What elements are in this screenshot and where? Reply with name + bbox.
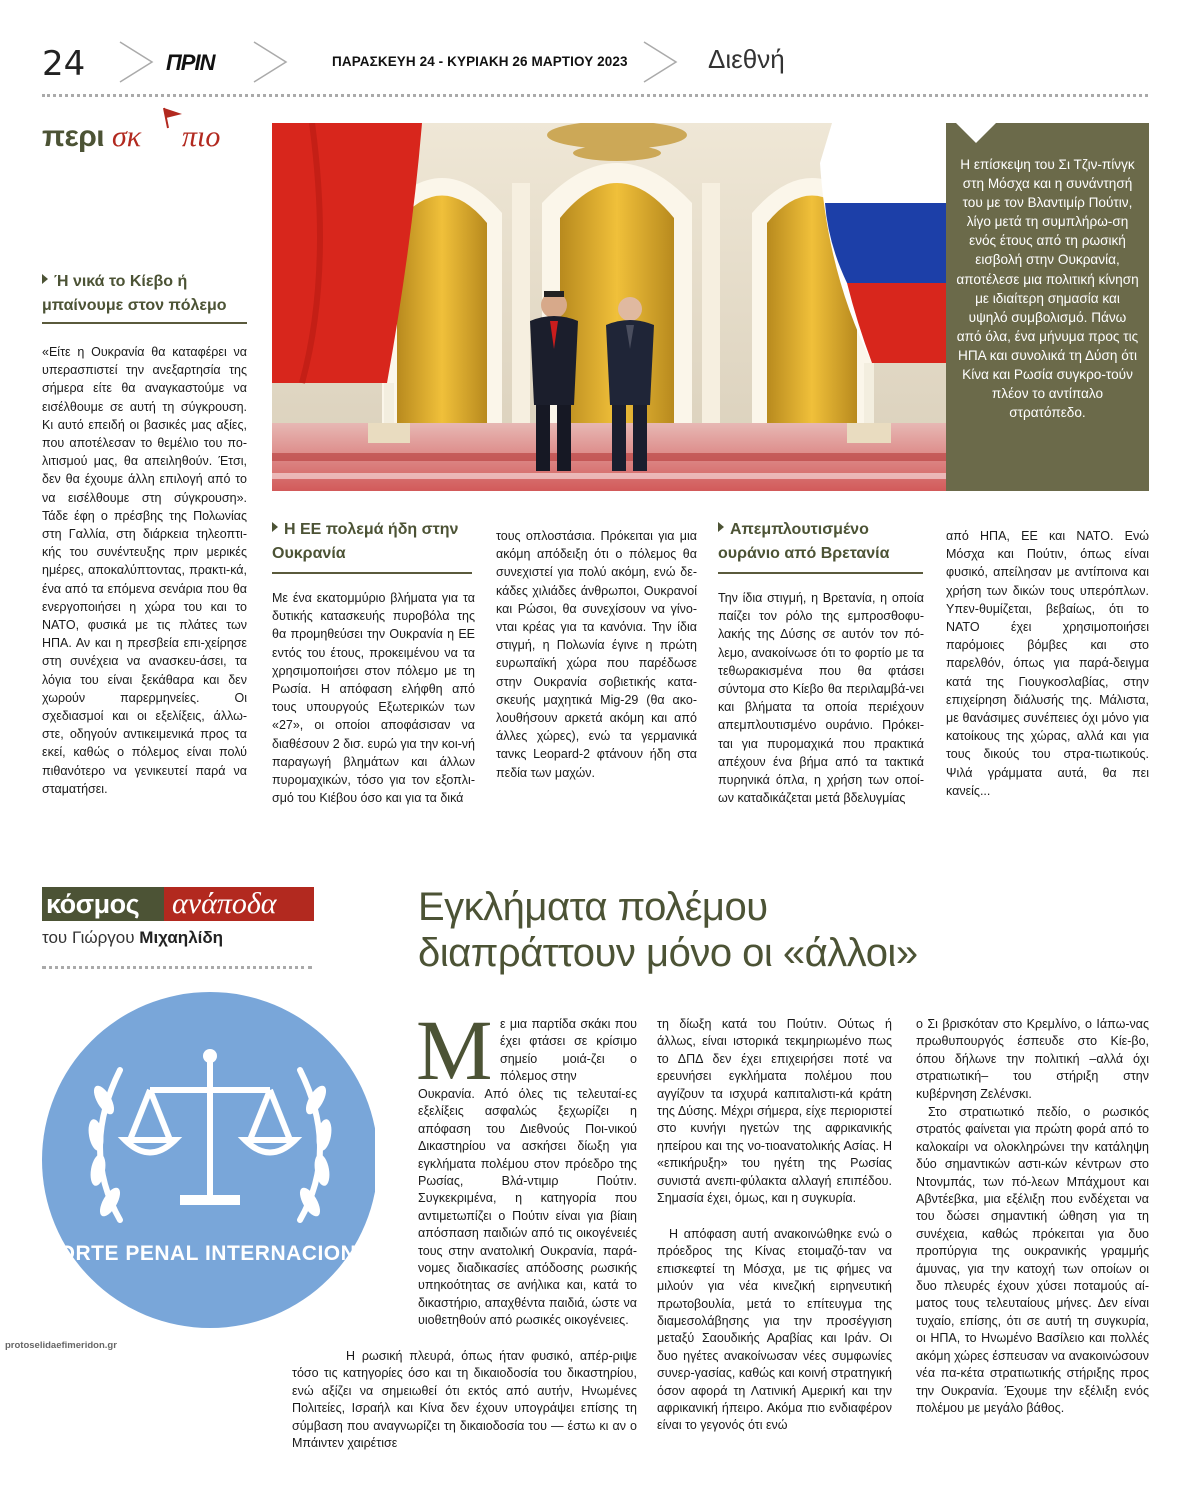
article-2-body-col2: τους οπλοστάσια. Πρόκειται για μια ακόμη απόδειξη ότι ο πόλεμος θα συνεχιστεί για πολύ ακόμη, ενώ δε-κάδες χιλιάδες άνθρωποι, Ουκρανοί και Ρώσοι, θα συνεχίσουν να γίνο-νται κρέας για τα κανόνια. Την ίδια στιγμή, η Πολωνία έγινε η πρώτη ευρωπαϊκή χώρα που παρέδωσε στην Ουκρανία σοβιετικής κατα-σκευής μαχητικά Mig-29 (θα ακο-λουθήσουν αρκετά ακόμη και από άλλες χώρες), ενώ τα γερμανικά τανκς Leopard-2 φτάνουν ήδη στα πεδία των μαχών. [496,529,697,780]
column-title-line-2: διαπράττουν μόνο οι «άλλοι» [418,931,918,975]
author-name: Μιχαηλίδη [139,928,224,947]
article-1-body: «Είτε η Ουκρανία θα καταφέρει να υπερασπιστεί την ανεξαρτησία της σήμερα είτε θα αναγκαστούμε να εισέλθουμε σε αυτή τη σύγκρουση. Κι αυτό επειδή οι βασικές μας αξίες, που αποτέλεσαν το θεμέλιο του πο-λιτισμού μας, θα απειληθούν. Έτσι, δεν θα έχουμε άλλη επιλογή από το να εισέλθουμε στη σύγκρουση». Τάδε έφη ο πρέσβης της Πολωνίας στη Γαλλία, στη διάρκεια τηλεοπτι-κής του συνέντευξης πριν μερικές ημέρες, αποκαλύπτοντας, πρακτι-κά, ένα από τα επόμενα σενάρια που θα ενεργοποιήσει η χώρα του και το ΝΑΤΟ, φυσικά με τις πλάτες των ΗΠΑ. Αν και η πρεσβεία επι-χείρησε στη συνέχεια να ανασκευ-άσει, τα λόγια του είναι ξεκάθαρα και δεν χωρούν παρερμηνείες. Οι σχεδιασμοί και οι εξελίξεις, άλλω-στε, οδηγούν αντικειμενικά προς τα εκεί, καθώς ο πόλεμος είναι πολύ πιθανότερο να γενικευτεί παρά να σταματήσει. [42,345,247,796]
column-text-3-p1: ο Σι βρισκόταν στο Κρεμλίνο, ο Ιάπω-νας πρωθυπουργός έσπευδε στο Κίε-βο, όπου δήλωνε την πολιτική –αλλά όχι στρατιωτική– του στήριξη στην κυβέρνηση Ζελένσκι. [916,1017,1149,1101]
article-2-body-col1: Με ένα εκατομμύριο βλήματα για τα δυτικής κατασκευής πυροβόλα της θα προμηθεύσει την Ουκρανία η ΕΕ εντός του έτους, προκειμένου να τα χρησιμοποιήσει στον πόλεμο με τη Ρωσία. Η απόφαση ελήφθη από τους υπουργούς Εξωτερικών των «27», οι οποίοι αποφάσισαν να διαθέσουν 2 δισ. ευρώ για την κοι-νή παραγωγή βλημάτων και άλλων πυρομαχικών, τόσο για τον εξοπλι-σμό του Κιέβου όσο και για τα δικά [272,591,475,806]
column-text-1-lead: ε μια παρτίδα σκάκι που έχει φτάσει σε κρίσιμο σημείο μοιά-ζει ο πόλεμος στην [500,1017,637,1084]
periskopio-brand [42,106,242,166]
brand-part-3: πιο [182,120,221,153]
periscope-flag-icon [158,106,184,130]
brand-part-1: περι [42,120,105,153]
arrow-right-icon [42,274,48,284]
chevron-right-icon [116,40,156,84]
column-title-line-1: Εγκλήματα πολέμου [418,885,768,929]
drop-cap: Μ [416,1002,493,1098]
heading-rule [42,322,247,324]
column-brand-right: ανάποδα [164,887,314,921]
section-name: Διεθνή [708,44,785,74]
column-text-2-p2: Η απόφαση αυτή ανακοινώθηκε ενώ ο πρόεδρος της Κίνας ετοιμαζό-ταν να επισκεφτεί τη Μόσχα, με τις φήμες να μιλούν για νέα κινεζική ειρηνευτική πρωτοβουλία, μετά το επίτευγμα της διαμεσολάβησης για την προσέγγιση μεταξύ Σαουδικής Αραβίας και Ιράν. Οι δυο ηγέτες ανακοίνωσαν νέες συμφωνίες συνερ-γασίας, καθώς και κοινή στρατηγική όσον αφορά τη Λατινική Αμερική και την αφρικανική ήπειρο. Ακόμα πιο ενδιαφέρον είναι το γεγονός ότι ενώ [657,1227,892,1433]
column-text-1 [418,1086,637,1330]
photo-caption-box [946,123,1149,491]
heading-rule [718,572,923,574]
brand-part-2: σκ [112,120,142,153]
page-header [0,0,1191,100]
column-title [418,884,918,976]
page-number: 24 [42,44,86,84]
arrow-right-icon [272,522,278,532]
chevron-right-icon [250,40,290,84]
column-brand [42,887,314,921]
source-watermark: protoselidaefimeridon.gr [5,1340,117,1351]
article-3-heading: Απεμπλουτισμένο ουράνιο από Βρετανία [718,521,890,562]
article-2-heading: Η ΕΕ πολεμά ήδη στην Ουκρανία [272,521,459,562]
column-text-3-p2: Στο στρατιωτικό πεδίο, ο ρωσικός στρατός φαίνεται για πρώτη φορά από το καλοκαίρι να ολοκληρώνει την κατάληψη δύο σημαντικών αστι-κών κέντρων στο Ντονμπάς, των πό-λεων Μπάχμουτ και Αβντέεβκα, μια εξέλιξη που ενδέχεται να του δώσει σημαντική ώθηση για τη συνέχεια, καθώς πρόκειται για δυο προπύργια της ουκρανικής γραμμής άμυνας, για την κατοχή των οποίων οι δυο πλευρές έχουν χύσει ποταμούς αί-ματος τους τελευταίους μήνες. Δεν είναι τυχαίο, επίσης, ότι σε αυτή τη συγκυρία, οι ΗΠΑ, το Ηνωμένο Βασίλειο και πολλές ακόμη χώρες έσπευσαν να ανακοινώσουν νέα πα-κέτα στρατιωτικής στήριξης προς την Ουκρανία. Έχουμε την εξέλιξη ενός πολέμου με μεγάλο βάθος. [916,1105,1149,1415]
column-author: του Γιώργου Μιχαηλίδη [42,928,224,947]
caption-notch-icon [946,123,1006,153]
article-3-body-col1: Την ίδια στιγμή, η Βρετανία, η οποία παίζει τον ρόλο της εμπροσθοφυ-λακής της Δύσης σε αυτόν τον πό-λεμο, ανακοίνωσε ότι το φορτίο με τα τεθωρακισμένα που θα φτάσει σύντομα στο Κίεβο θα περιλαμβά-νει και βλήματα τα οποία περιέχουν απεμπλουτισμένο ουράνιο. Πρόκει-ται για πυρομαχικά που πρακτικά απέχουν ένα βήμα από τα τακτικά πυρηνικά όπλα, η χρήση των οποί-ων καταδικάζεται μετά βδελυγμίας [718,591,924,806]
arrow-right-icon [718,522,724,532]
column-text-2-p1: τη δίωξη κατά του Πούτιν. Ούτως ή άλλως, είναι ιστορικά τεκμηριωμένο πως το ΔΠΔ δεν έχει επιχειρήσει ποτέ να ερευνήσει εγκλήματα πολέμου που αγγίζουν τα ισχυρά καπιταλιστι-κά κράτη της Δύσης. Μέχρι σήμερα, είχε περιοριστεί στο κυνήγι ηγετών της αφρικανικής ηπείρου και της νο-τιοανατολικής Ασίας. Η «επικήρυξη» του ηγέτη της Ρωσίας συνιστά ανεπι-φύλακτα αλλαγή επιπέδου. Σημασία έχει, όμως, και η συγκυρία. [657,1017,892,1206]
photo-caption: Η επίσκεψη του Σι Τζιν-πίνγκ στη Μόσχα και η συνάντησή του με τον Βλαντιμίρ Πούτιν, λίγο μετά τη συμπλήρω-ση ενός έτους από τη ρωσική εισβολή στην Ουκρανία, αποτέλεσε μια πολιτική κίνηση με ιδιαίτερη σημασία και υψηλό συμβολισμό. Πάνω από όλα, ένα μήνυμα προς τις ΗΠΑ και συνολικά τη Δύση ότι Κίνα και Ρωσία συγκρο-τούν πλέον το αντίπαλο στρατόπεδο. [956,157,1139,421]
column-text-1-body: Ουκρανία. Από όλες τις τελευταί-ες εξελίξεις ασφαλώς ξεχωρίζει η απόφαση του Διεθνούς Ποι-νικού Δικαστηρίου να ασκήσει δίωξη για εγκλήματα πολέμου στον πρόεδρο της Ρωσίας, Βλά-ντιμιρ Πούτιν. Συγκεκριμένα, η κατηγορία που αντιμετωπίζει ο Πούτιν είναι για βίαιη απόσπαση παιδιών από τις οικογένειές τους στην ανατολική Ουκρανία, παρά-νομες διαδικασίες απόδοσης ρωσικής υπηκοότητας σε ανήλικα και, κατά το δικαστήριο, απαχθέντα παιδιά, ώστε να υιοθετηθούν από ρωσικές οικογένειες. [418,1087,637,1328]
column-text-1-p2: Η ρωσική πλευρά, όπως ήταν φυσικό, απέρ-ριψε τόσο τις κατηγορίες όσο και τη δικαιοδοσία του δικαστηρίου, ενώ αξίζει να σημειωθεί ότι εκτός από αυτήν, Ηνωμένες Πολιτείες, Ισραήλ και Κίνα δεν έχουν υπογράψει επίσης τη σύμβαση που αναγνωρίζει τη δικαιοδοσία του — έστω κι αν ο Μπάιντεν χαιρέτισε [292,1349,637,1451]
chevron-right-icon [640,40,680,84]
icc-logo-text: ORTE PENAL INTERNACION [58,1242,357,1265]
header-divider [42,94,1148,97]
icc-logo-image [40,990,375,1338]
article-3-body-col2: από ΗΠΑ, ΕΕ και ΝΑΤΟ. Ενώ Μόσχα και Πούτιν, όπως είναι φυσικό, απείλησαν με αντίποινα και χρήση των δικών τους υπερόπλων. Υπεν-θυμίζεται, βεβαίως, ότι το ΝΑΤΟ έχει χρησιμοποιήσει παρόμοιες βόμβες και στο παρελθόν, όπως για παρά-δειγμα κατά της Γιουγκοσλαβίας, στην επιχείρηση διάλυσής της. Μάλιστα, με θανάσιμες συνέπειες όχι μόνο για κατοίκους της χώρας, αλλά και για τους δικούς του στρα-τιωτικούς. Ψιλά γράμματα αυτά, θα πει κανείς... [946,529,1149,798]
kremlin-meeting-photo [272,123,946,491]
heading-rule [272,572,472,574]
article-1-heading: Ή νικά το Κίεβο ή μπαίνουμε στον πόλεμο [42,273,227,314]
newspaper-logo: ΠΡΙΝ [166,50,215,75]
issue-date: ΠΑΡΑΣΚΕΥΗ 24 - ΚΥΡΙΑΚΗ 26 ΜΑΡΤΙΟΥ 2023 [332,54,628,69]
column-divider [42,966,312,969]
column-brand-left: κόσμος [42,887,164,921]
